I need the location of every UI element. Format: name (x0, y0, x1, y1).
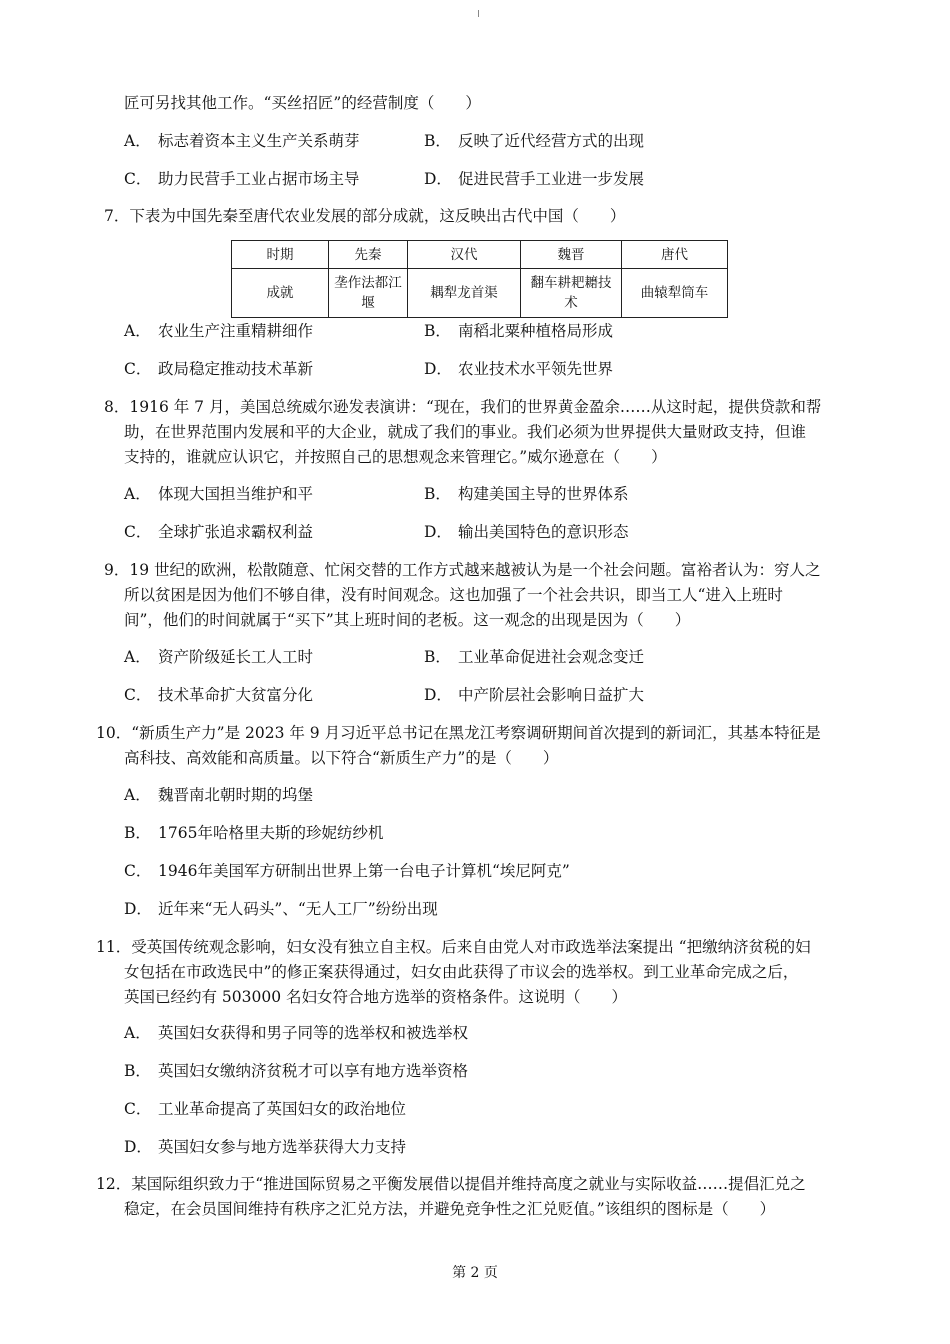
q9-stem-line-3: 间”，他们的时间就属于“买下”其上班时间的老板。这一观念的出现是因为（ ） (124, 611, 691, 629)
table-header-cell: 魏晋 (521, 241, 622, 269)
q6-option-d[interactable]: D． 促进民营手工业进一步发展 (424, 170, 645, 188)
table-header-cell: 时期 (232, 241, 329, 269)
q12-stem-line-2: 稳定，在会员国间维持有秩序之汇兑方法，并避免竞争性之汇兑贬值。”该组织的图标是（ ） (124, 1200, 776, 1218)
q9-option-a[interactable]: A． 资产阶级延长工人工时 (124, 648, 314, 666)
q8-option-c[interactable]: C． 全球扩张追求霸权利益 (124, 523, 314, 541)
table-header-cell: 唐代 (622, 241, 728, 269)
q6-continuation-text: 匠可另找其他工作。“买丝招匠”的经营制度（ ） (124, 94, 481, 112)
table-header-cell: 汉代 (408, 241, 521, 269)
q11-stem-line-1: 11．受英国传统观念影响，妇女没有独立自主权。后来自由党人对市政选举法案提出 “把缴纳济贫税的妇 (96, 938, 811, 956)
q8-stem-line-2: 助，在世界范围内发展和平的大企业，就成了我们的事业。我们必须为世界提供大量财政支持，但谁 (124, 423, 807, 441)
q7-option-a[interactable]: A． 农业生产注重精耕细作 (124, 322, 314, 340)
q10-stem-line-2: 高科技、高效能和高质量。以下符合“新质生产力”的是（ ） (124, 749, 559, 767)
q9-stem-line-1: 9．19 世纪的欧洲，松散随意、忙闲交替的工作方式越来越被认为是一个社会问题。富裕者认为：穷人之 (104, 561, 821, 579)
q10-option-a[interactable]: A． 魏晋南北朝时期的坞堡 (124, 786, 314, 804)
q7-option-b[interactable]: B． 南稻北粟种植格局形成 (424, 322, 614, 340)
table-cell: 垄作法都江 堰 (329, 269, 408, 318)
q7-option-c[interactable]: C． 政局稳定推动技术革新 (124, 360, 314, 378)
top-tick-mark (478, 10, 479, 17)
q7-option-d[interactable]: D． 农业技术水平领先世界 (424, 360, 614, 378)
table-header-cell: 先秦 (329, 241, 408, 269)
q9-option-d[interactable]: D． 中产阶层社会影响日益扩大 (424, 686, 645, 704)
q7-table (231, 240, 728, 318)
table-row-label: 成就 (232, 269, 329, 318)
table-cell: 曲辕犁筒车 (622, 269, 728, 318)
q11-option-d[interactable]: D． 英国妇女参与地方选举获得大力支持 (124, 1138, 407, 1156)
table-cell: 翻车耕耙耱技 术 (521, 269, 622, 318)
q10-option-b[interactable]: B． 1765年哈格里夫斯的珍妮纺纱机 (124, 824, 384, 842)
q10-option-c[interactable]: C． 1946年美国军方研制出世界上第一台电子计算机“埃尼阿克” (124, 862, 570, 880)
q9-option-b[interactable]: B． 工业革命促进社会观念变迁 (424, 648, 645, 666)
q9-stem-line-2: 所以贫困是因为他们不够自律，没有时间观念。这也加强了一个社会共识，即当工人“进入上班时 (124, 586, 783, 604)
q11-option-b[interactable]: B． 英国妇女缴纳济贫税才可以享有地方选举资格 (124, 1062, 469, 1080)
q11-stem-line-2: 女包括在市政选民中”的修正案获得通过，妇女由此获得了市议会的选举权。到工业革命完成之后， (124, 963, 799, 981)
q8-option-a[interactable]: A． 体现大国担当维护和平 (124, 485, 314, 503)
q8-stem-line-1: 8．1916 年 7 月，美国总统威尔逊发表演讲：“现在，我们的世界黄金盈余……从这时起，提供贷款和帮 (104, 398, 822, 416)
q8-stem-line-3: 支持的，谁就应认识它，并按照自己的思想观念来管理它。”威尔逊意在（ ） (124, 448, 667, 466)
q11-stem-line-3: 英国已经约有 503000 名妇女符合地方选举的资格条件。这说明（ ） (124, 988, 628, 1006)
q11-option-a[interactable]: A． 英国妇女获得和男子同等的选举权和被选举权 (124, 1024, 469, 1042)
q6-option-a[interactable]: A． 标志着资本主义生产关系萌芽 (124, 132, 360, 150)
q7-stem: 7．下表为中国先秦至唐代农业发展的部分成就，这反映出古代中国（ ） (104, 207, 626, 225)
table-cell: 耦犁龙首渠 (408, 269, 521, 318)
q12-stem-line-1: 12．某国际组织致力于“推进国际贸易之平衡发展借以提倡并维持高度之就业与实际收益……提倡汇兑之 (96, 1175, 806, 1193)
q9-option-c[interactable]: C． 技术革命扩大贫富分化 (124, 686, 314, 704)
q11-option-c[interactable]: C． 工业革命提高了英国妇女的政治地位 (124, 1100, 407, 1118)
q10-stem-line-1: 10．“新质生产力”是 2023 年 9 月习近平总书记在黑龙江考察调研期间首次提到的新词汇，其基本特征是 (96, 724, 821, 742)
q8-option-b[interactable]: B． 构建美国主导的世界体系 (424, 485, 629, 503)
q6-option-b[interactable]: B． 反映了近代经营方式的出现 (424, 132, 645, 150)
page-number: 第 2 页 (452, 1265, 498, 1281)
q10-option-d[interactable]: D． 近年来“无人码头”、“无人工厂”纷纷出现 (124, 900, 438, 918)
q8-option-d[interactable]: D． 输出美国特色的意识形态 (424, 523, 629, 541)
q6-option-c[interactable]: C． 助力民营手工业占据市场主导 (124, 170, 360, 188)
